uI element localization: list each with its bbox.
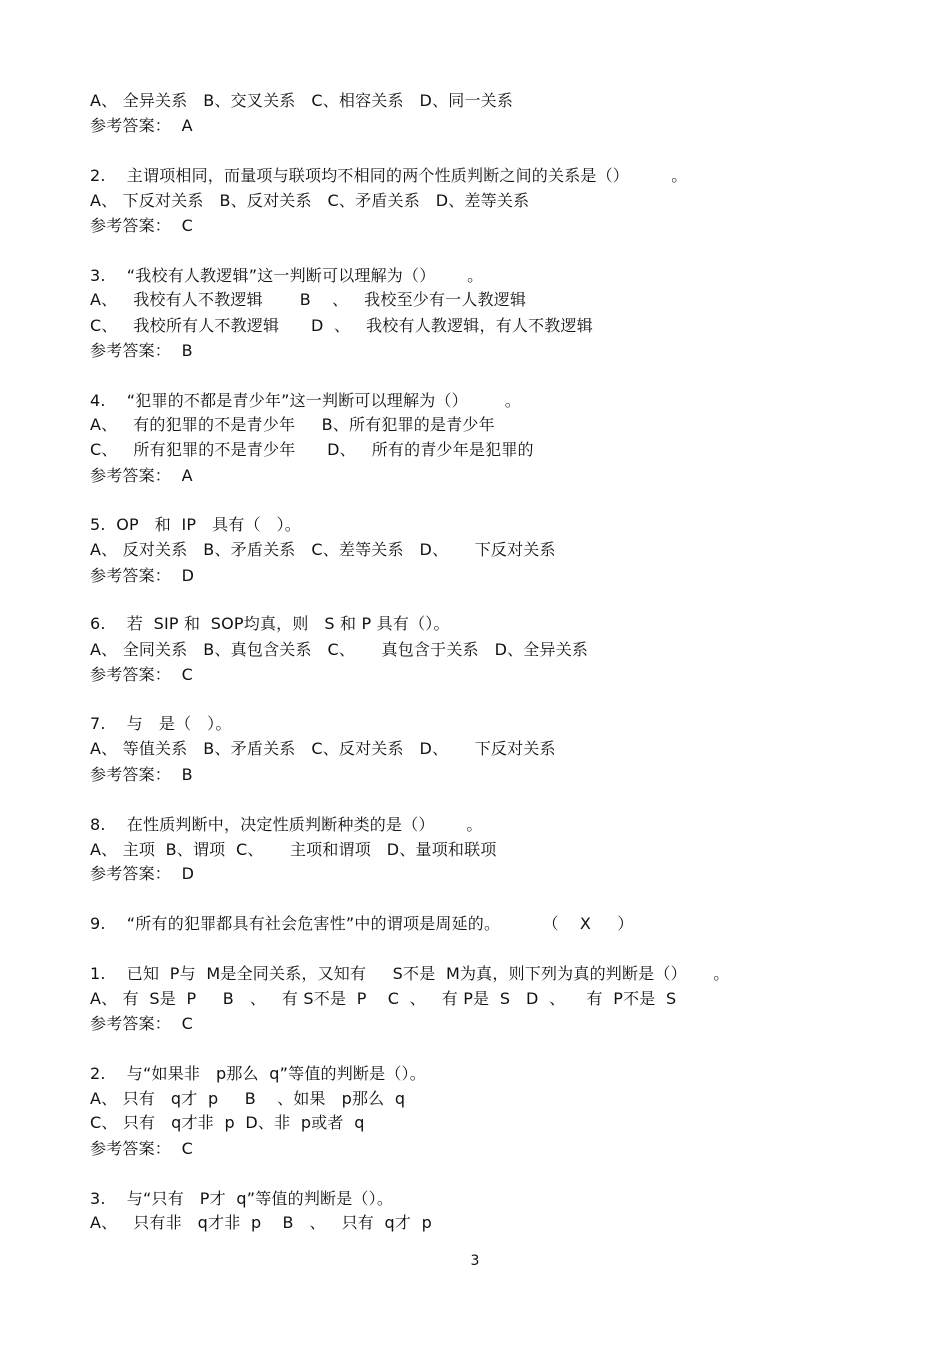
option-line: A、 全异关系 B、交叉关系 C、相容关系 D、同一关系 [90,91,514,110]
option-line: C、 所有犯罪的不是青少年 D、 所有的青少年是犯罪的 [90,440,534,459]
answer-line: 参考答案： D [90,864,195,883]
question-line: 7. 与 是（ ）。 [90,714,232,733]
question-line: 8. 在性质判断中，决定性质判断种类的是（） 。 [90,815,483,834]
option-line: A、 等值关系 B、矛盾关系 C、反对关系 D、 下反对关系 [90,739,556,758]
option-line: A、 有 S是 P B 、 有 S不是 P C 、 有 P是 S D 、 有 P不是 S [90,989,677,1008]
option-line: A、 主项 B、谓项 C、 主项和谓项 D、量项和联项 [90,840,497,859]
question-line: 5. OP 和 IP 具有（ ）。 [90,515,301,534]
page-number: 3 [470,1253,480,1269]
option-line: A、 只有 q才 p B 、如果 p那么 q [90,1089,406,1108]
option-line: A、 有的犯罪的不是青少年 B、所有犯罪的是青少年 [90,415,495,434]
answer-line: 参考答案： A [90,116,193,135]
option-line: C、 只有 q才非 p D、非 p或者 q [90,1113,365,1132]
question-line: 3. 与“只有 P才 q”等值的判断是（）。 [90,1189,394,1208]
answer-line: 参考答案： B [90,341,193,360]
question-line: 9. “所有的犯罪都具有社会危害性”中的谓项是周延的。 （ X ） [90,914,634,933]
question-line: 2. 与“如果非 p那么 q”等值的判断是（）。 [90,1064,426,1083]
answer-line: 参考答案： D [90,566,195,585]
question-line: 2. 主谓项相同，而量项与联项均不相同的两个性质判断之间的关系是（） 。 [90,166,688,185]
option-line: C、 我校所有人不教逻辑 D 、 我校有人教逻辑，有人不教逻辑 [90,316,593,335]
question-line: 3. “我校有人教逻辑”这一判断可以理解为（） 。 [90,266,484,285]
answer-line: 参考答案： C [90,665,193,684]
option-line: A、 只有非 q才非 p B 、 只有 q才 p [90,1213,433,1232]
question-line: 6. 若 SIP 和 SOP均真，则 S 和 P 具有（）。 [90,614,450,633]
option-line: A、 全同关系 B、真包含关系 C、 真包含于关系 D、全异关系 [90,640,589,659]
option-line: A、 反对关系 B、矛盾关系 C、差等关系 D、 下反对关系 [90,540,556,559]
answer-line: 参考答案： C [90,216,193,235]
answer-line: 参考答案： A [90,466,193,485]
answer-line: 参考答案： B [90,765,193,784]
question-line: 1. 已知 P与 M是全同关系，又知有 S不是 M为真，则下列为真的判断是（） 。 [90,964,730,983]
option-line: A、 下反对关系 B、反对关系 C、矛盾关系 D、差等关系 [90,191,530,210]
option-line: A、 我校有人不教逻辑 B 、 我校至少有一人教逻辑 [90,290,527,309]
question-line: 4. “犯罪的不都是青少年”这一判断可以理解为（） 。 [90,391,521,410]
answer-line: 参考答案： C [90,1014,193,1033]
answer-line: 参考答案： C [90,1139,193,1158]
